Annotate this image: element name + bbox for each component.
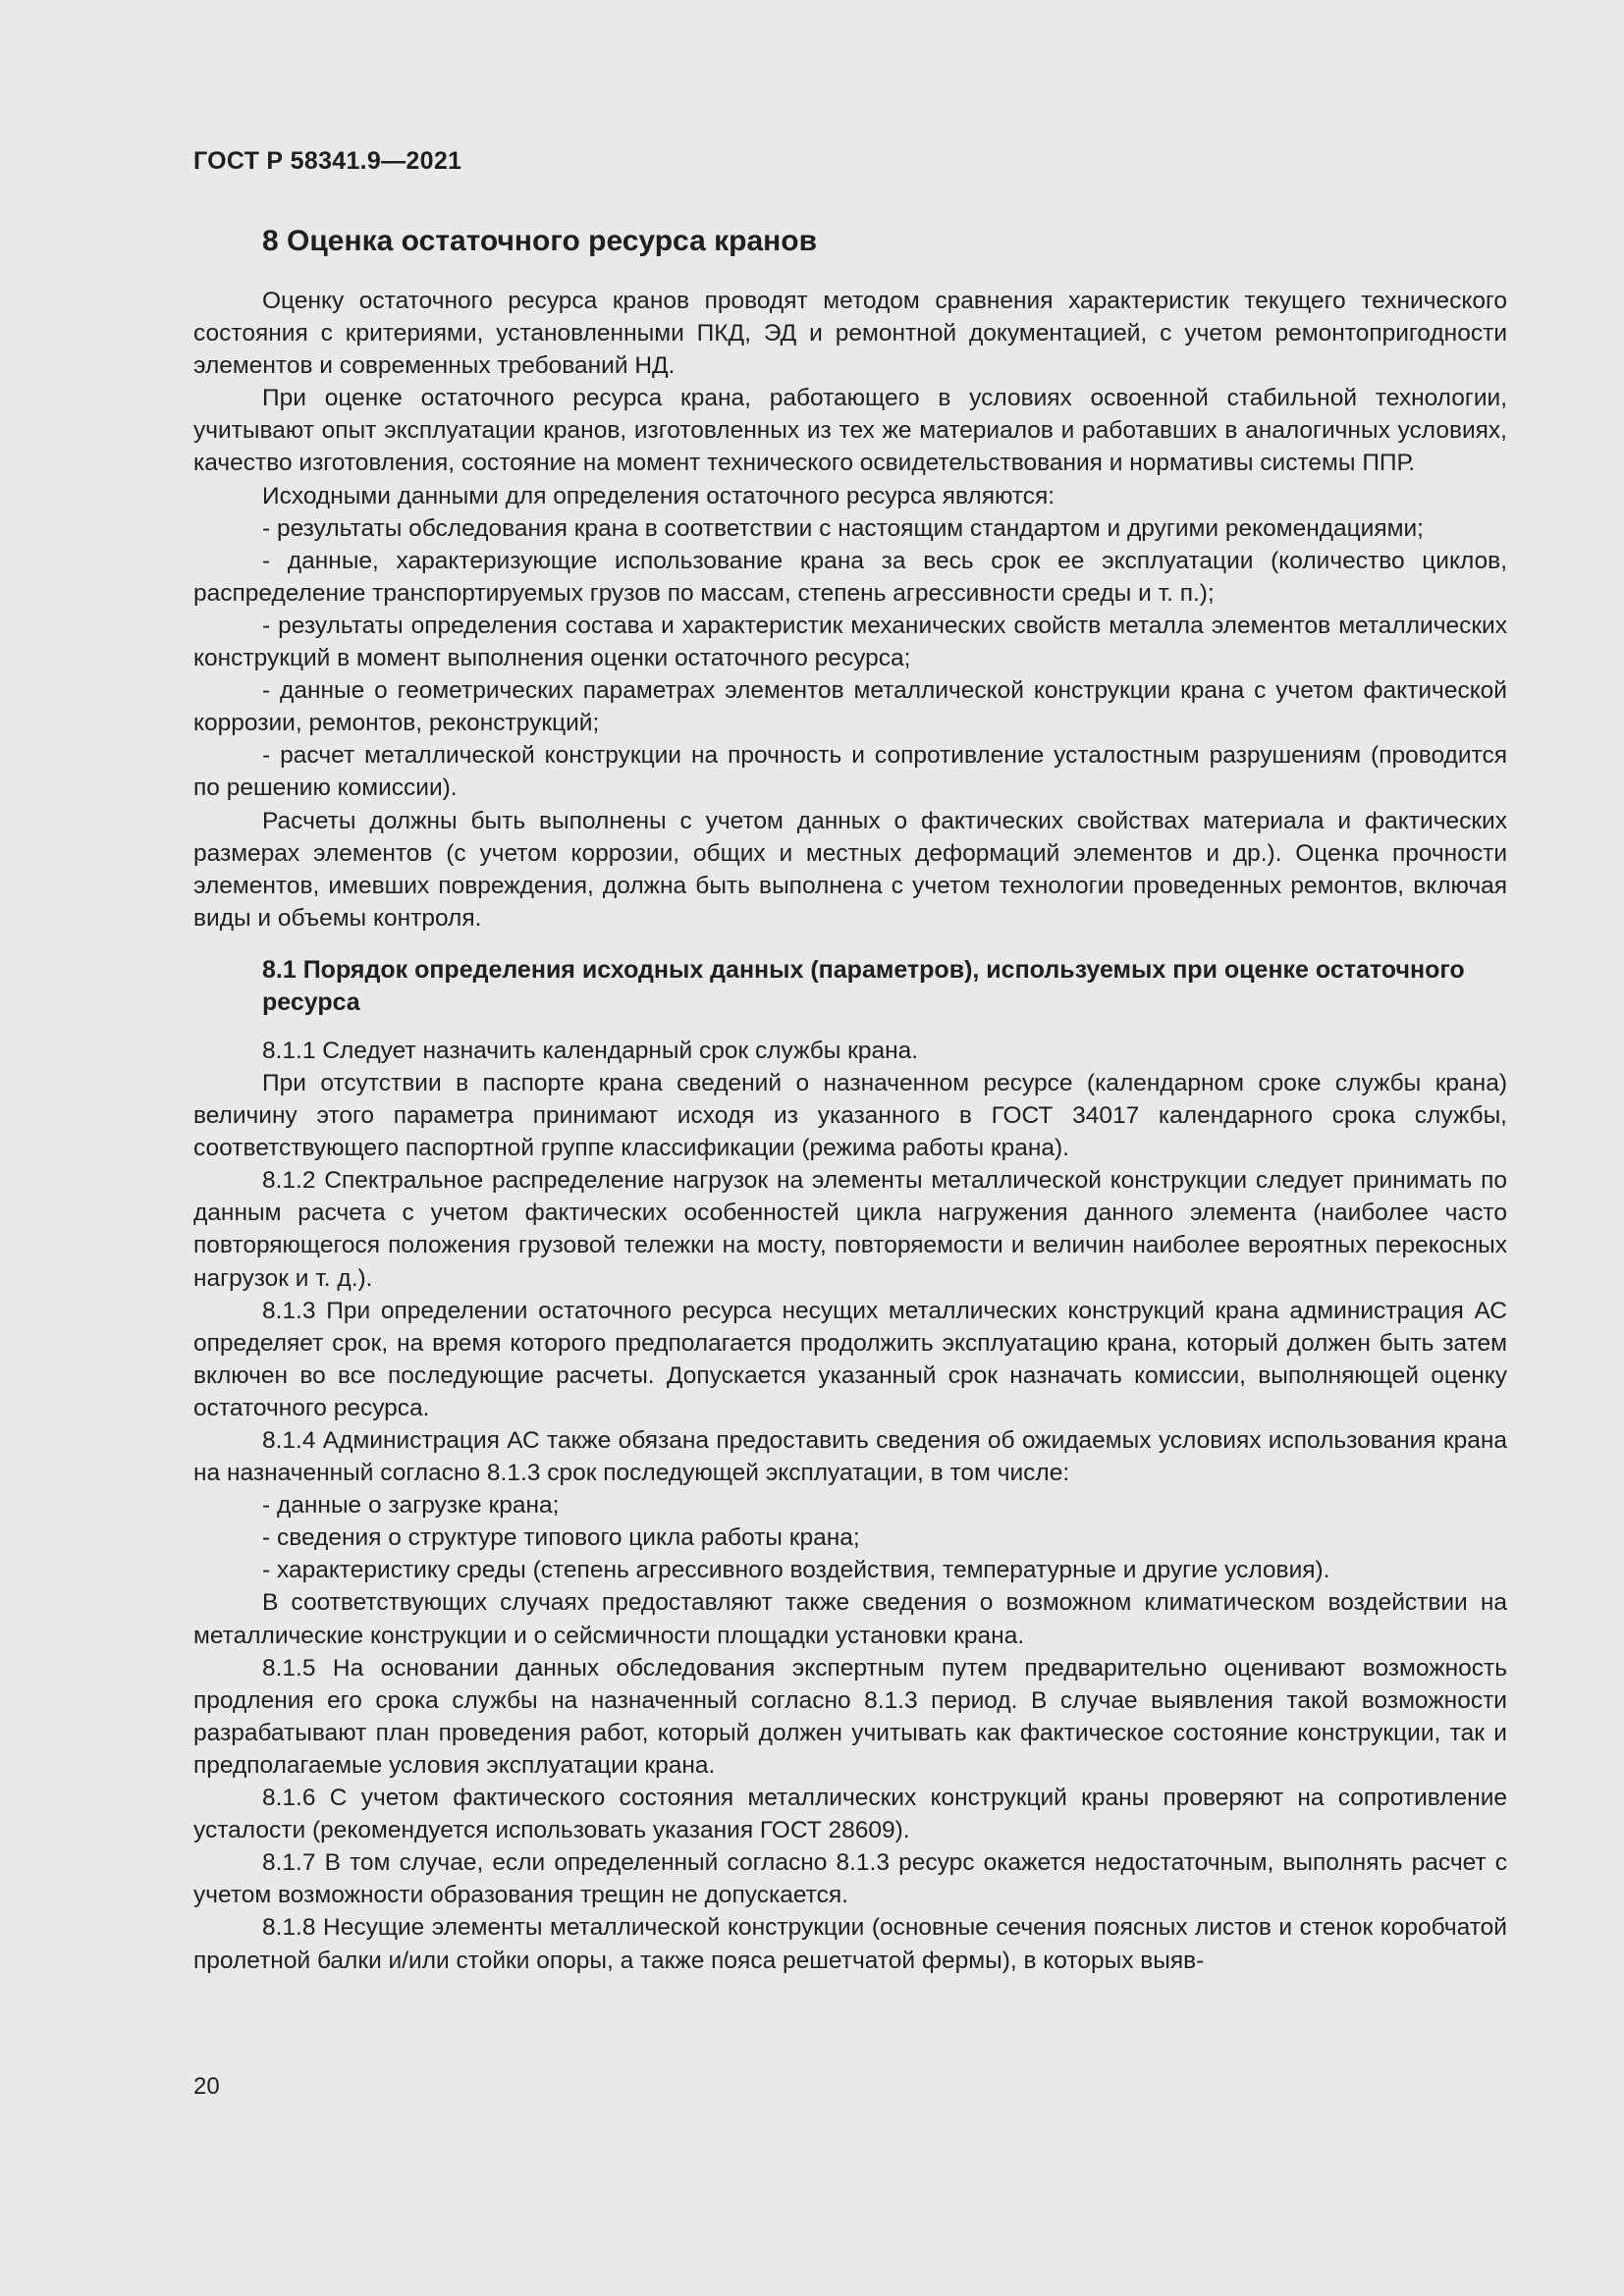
list-item: - результаты определения состава и характеристик механических свойств металла элементов металлических конструкций в момент выполнения оценки остаточного ресурса; <box>193 612 1507 672</box>
list-item: - расчет металлической конструкции на прочность и сопротивление усталостным разрушениям (проводится по решению комиссии). <box>193 742 1507 802</box>
paragraph-8-1-7: 8.1.7 В том случае, если определенный согласно 8.1.3 ресурс окажется недостаточным, выполнять расчет с учетом возможности образования трещин не допускается. <box>193 1849 1507 1909</box>
paragraph: При отсутствии в паспорте крана сведений о назначенном ресурсе (календарном сроке службы крана) величину этого параметра принимают исходя из указанного в ГОСТ 34017 календарного срока службы, соответствующего паспортной группе классификации (режима работы крана). <box>193 1069 1507 1162</box>
paragraph-8-1-2: 8.1.2 Спектральное распределение нагрузок на элементы металлической конструкции следует принимать по данным расчета с учетом фактических особенностей цикла нагружения данного элемента (наиболее часто повторяющегося положения грузовой тележки на мосту, повторяемости и величин наиболее вероятных перекосных нагрузок и т. д.). <box>193 1167 1507 1292</box>
paragraph: При оценке остаточного ресурса крана, работающего в условиях освоенной стабильной технологии, учитывают опыт эксплуатации кранов, изготовленных из тех же материалов и работавших в аналогичных условиях, качество изготовления, состояние на момент технического освидетельствования и нормативы системы ППР. <box>193 385 1507 477</box>
paragraph: Расчеты должны быть выполнены с учетом данных о фактических свойствах материала и фактических размерах элементов (с учетом коррозии, общих и местных деформаций элементов и др.). Оценка прочности элементов, имевших повреждения, должна быть выполнена с учетом технологии проведенных ремонтов, включая виды и объемы контроля. <box>193 807 1507 932</box>
paragraph: В соответствующих случаях предоставляют также сведения о возможном климатическом воздействии на металлические конструкции и о сейсмичности площадки установки крана. <box>193 1589 1507 1649</box>
paragraph-8-1-4: 8.1.4 Администрация АС также обязана предоставить сведения об ожидаемых условиях использования крана на назначенный согласно 8.1.3 срок последующей эксплуатации, в том числе: <box>193 1427 1507 1487</box>
list-item: - сведения о структуре типового цикла работы крана; <box>262 1524 860 1552</box>
paragraph-8-1-5: 8.1.5 На основании данных обследования экспертным путем предварительно оценивают возможность продления его срока службы на назначенный согласно 8.1.3 период. В случае выявления такой возможности разрабатывают план проведения работ, который должен учитывать как фактическое состояние конструкции, так и предполагаемые условия эксплуатации крана. <box>193 1654 1507 1779</box>
section-heading-8-1: 8.1 Порядок определения исходных данных (параметров), используемых при оценке остаточного ресурса <box>262 955 1465 1016</box>
page-number: 20 <box>193 2073 220 2100</box>
section-heading-8: 8 Оценка остаточного ресурса кранов <box>262 225 818 257</box>
list-item: - результаты обследования крана в соответствии с настоящим стандартом и другими рекомендациями; <box>262 514 1424 542</box>
page-content <box>193 222 1507 1977</box>
list-item: - данные о загрузке крана; <box>262 1492 560 1520</box>
list-item: - данные, характеризующие использование крана за весь срок ее эксплуатации (количество циклов, распределение транспортируемых грузов по массам, степень агрессивности среды и т. п.); <box>193 547 1507 607</box>
paragraph-8-1-3: 8.1.3 При определении остаточного ресурса несущих металлических конструкций крана администрация АС определяет срок, на время которого предполагается продолжить эксплуатацию крана, который должен быть затем включен во все последующие расчеты. Допускается указанный срок назначать комиссии, выполняющей оценку остаточного ресурса. <box>193 1297 1507 1421</box>
paragraph-8-1-8: 8.1.8 Несущие элементы металлической конструкции (основные сечения поясных листов и стенок коробчатой пролетной балки и/или стойки опоры, а также пояса решетчатой фермы), в которых выяв- <box>193 1914 1507 1974</box>
paragraph-8-1-1: 8.1.1 Следует назначить календарный срок службы крана. <box>262 1037 919 1064</box>
list-item: - данные о геометрических параметрах элементов металлической конструкции крана с учетом фактической коррозии, ремонтов, реконструкций; <box>193 677 1507 737</box>
list-item: - характеристику среды (степень агрессивного воздействия, температурные и другие условия). <box>262 1557 1330 1584</box>
document-code: ГОСТ Р 58341.9—2021 <box>193 147 462 175</box>
paragraph-8-1-6: 8.1.6 С учетом фактического состояния металлических конструкций краны проверяют на сопротивление усталости (рекомендуется использовать указания ГОСТ 28609). <box>193 1785 1507 1844</box>
paragraph: Исходными данными для определения остаточного ресурса являются: <box>262 482 1056 509</box>
paragraph: Оценку остаточного ресурса кранов проводят методом сравнения характеристик текущего технического состояния с критериями, установленными ПКД, ЭД и ремонтной документацией, с учетом ремонтопригодности элементов и современных требований НД. <box>193 288 1507 380</box>
